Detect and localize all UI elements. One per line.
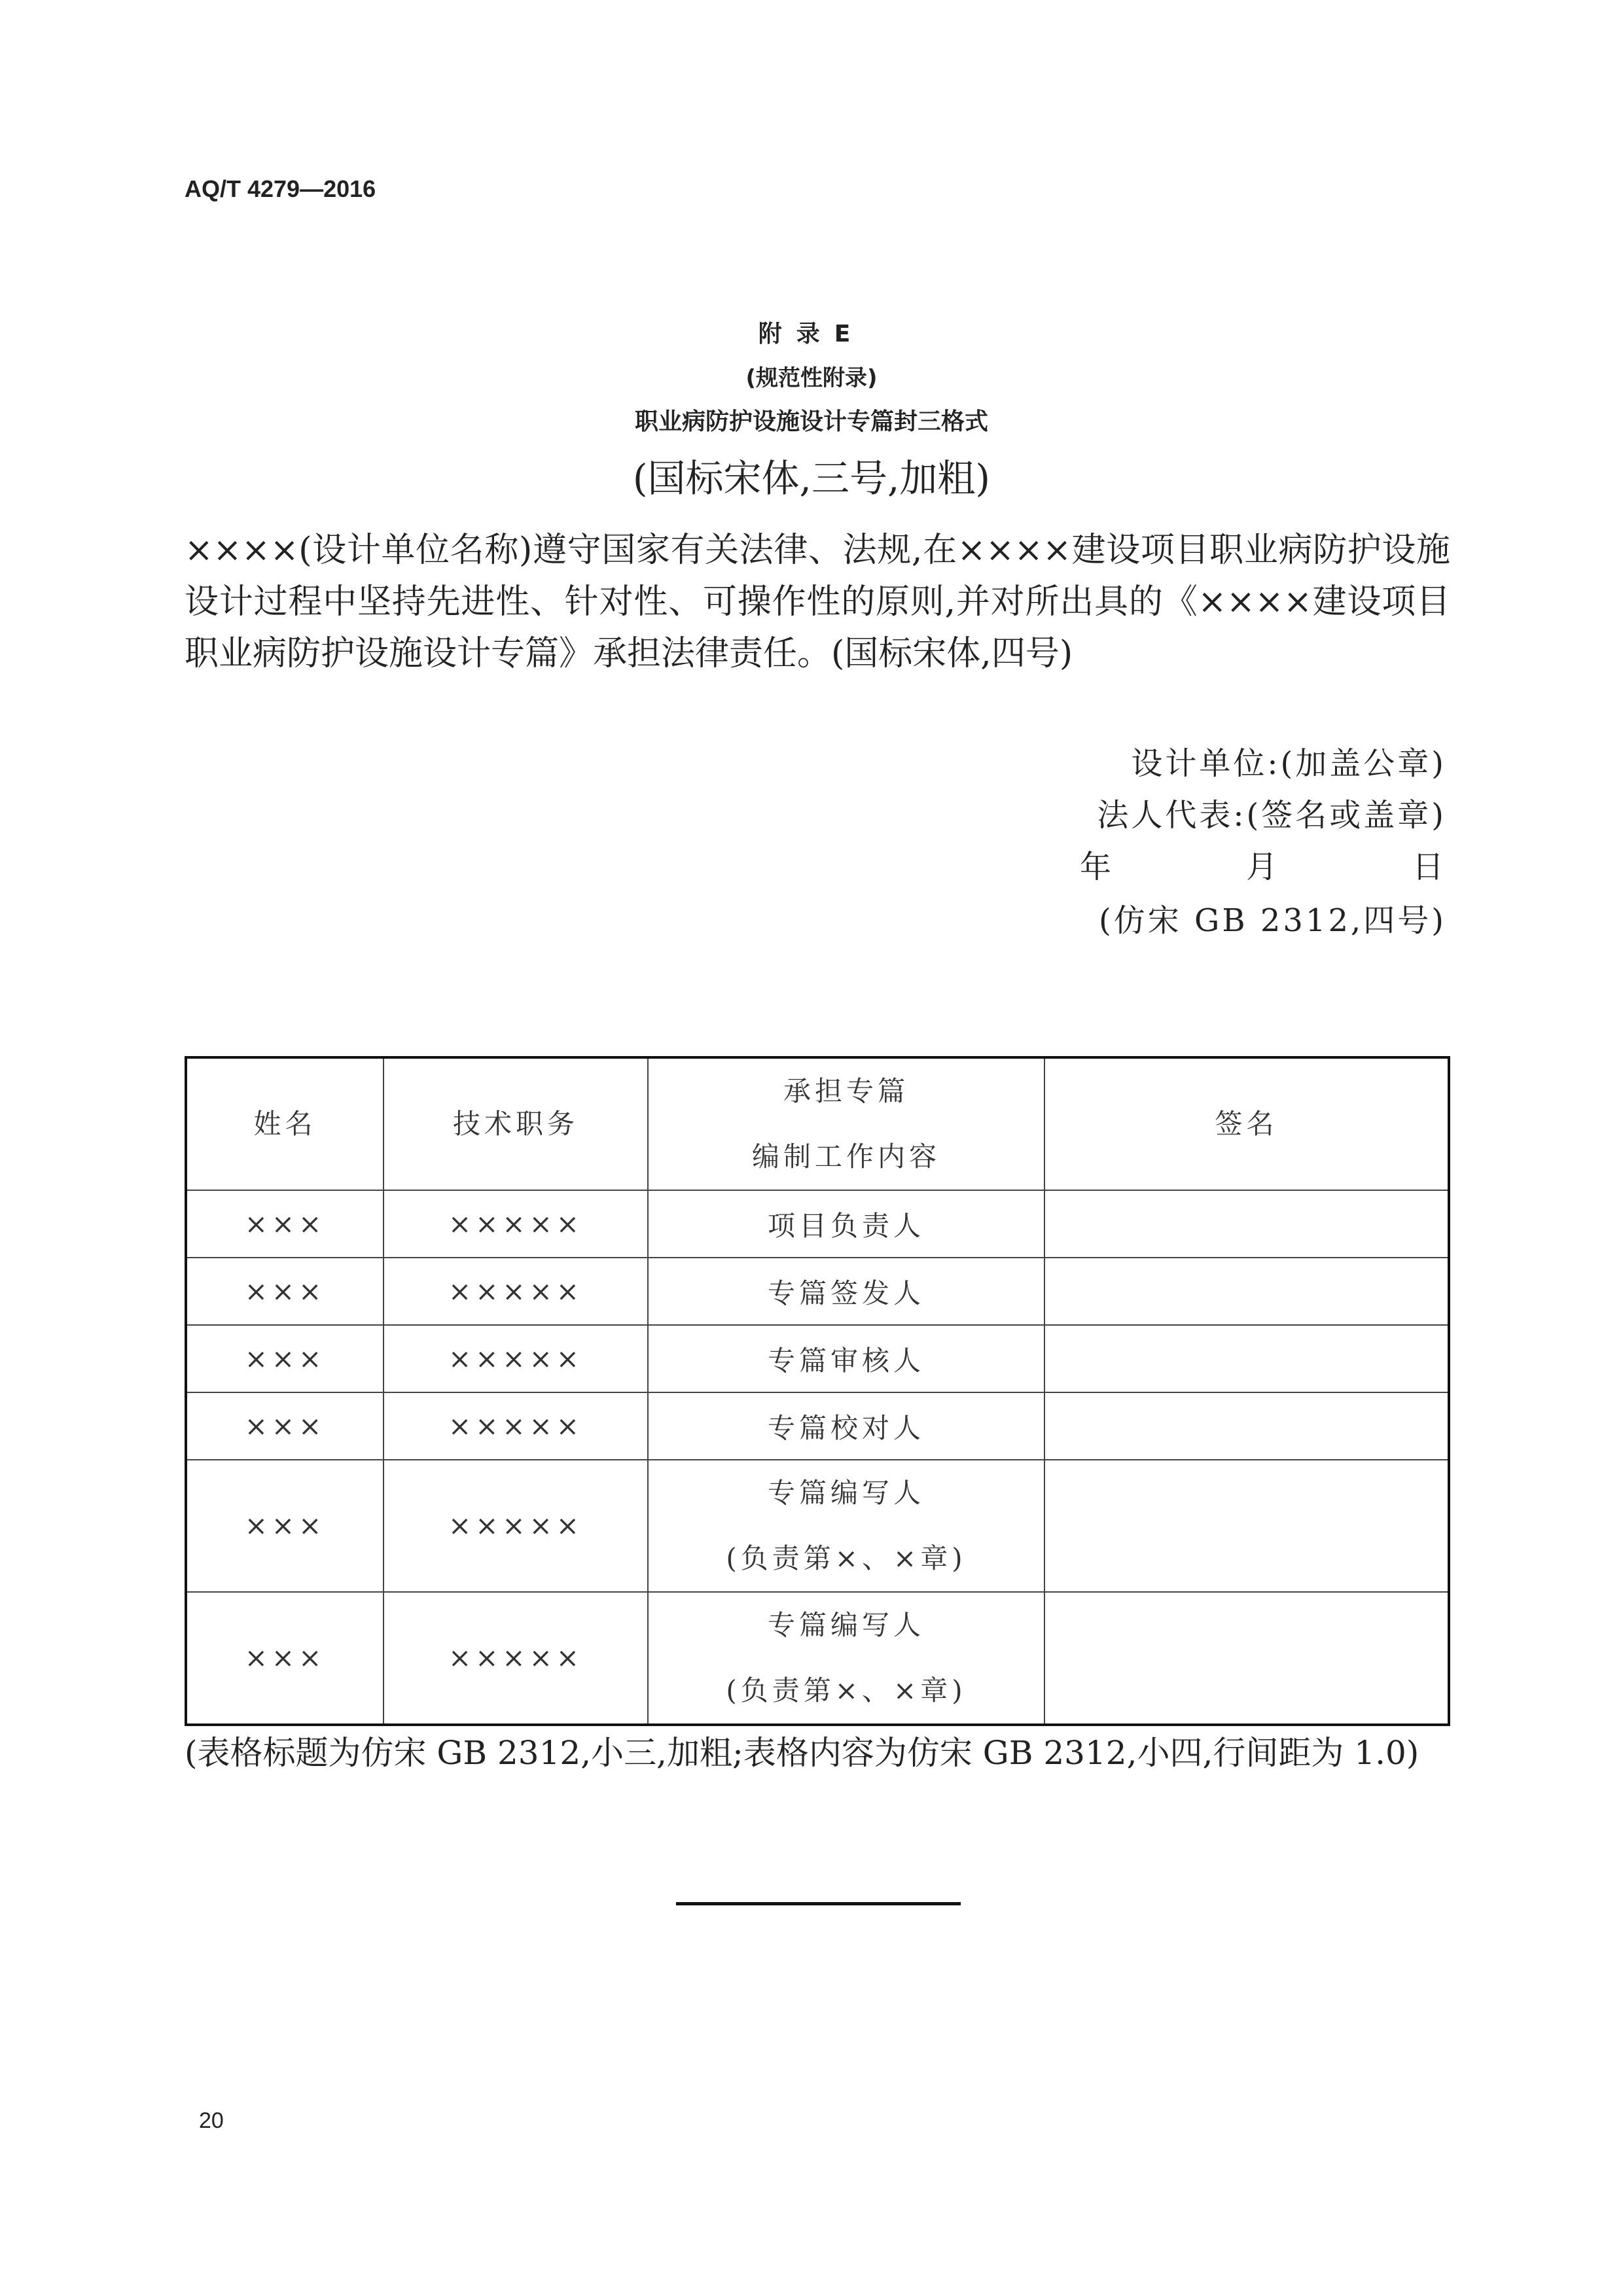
date-line xyxy=(1080,841,1446,887)
cell-role xyxy=(648,1325,1044,1392)
appendix-type: (规范性附录) xyxy=(745,365,878,391)
table-row xyxy=(186,1460,1449,1592)
role-text: 专篇签发人 xyxy=(767,1277,925,1309)
cell-name: ××× xyxy=(186,1325,383,1392)
document-code: AQ/T 4279—2016 xyxy=(185,175,376,202)
table-row xyxy=(186,1592,1449,1725)
table-row xyxy=(186,1325,1449,1392)
cell-signature[interactable] xyxy=(1044,1392,1449,1460)
cell-name: ××× xyxy=(186,1592,383,1725)
cell-title: ××××× xyxy=(383,1258,648,1325)
role-text: 专篇校对人 xyxy=(767,1411,925,1444)
year-label: 年 xyxy=(1080,849,1115,885)
cell-signature[interactable] xyxy=(1044,1258,1449,1325)
legal-rep-line: 法人代表:(签名或盖章) xyxy=(1097,797,1446,834)
end-rule xyxy=(676,1902,961,1905)
table-row xyxy=(186,1392,1449,1460)
cell-name: ××× xyxy=(186,1392,383,1460)
cell-signature[interactable] xyxy=(1044,1325,1449,1392)
cell-title: ××××× xyxy=(383,1190,648,1258)
page-number: 20 xyxy=(199,2108,224,2133)
appendix-label: 附录E xyxy=(758,321,865,347)
header-signature: 签名 xyxy=(1044,1057,1449,1190)
title-format-note: (国标宋体,三号,加粗) xyxy=(632,456,991,501)
appendix-title: 职业病防护设施设计专篇封三格式 xyxy=(634,408,988,435)
personnel-table xyxy=(185,1056,1450,1726)
header-name: 姓名 xyxy=(186,1057,383,1190)
cell-title: ××××× xyxy=(383,1592,648,1725)
cell-signature[interactable] xyxy=(1044,1592,1449,1725)
table-row xyxy=(186,1190,1449,1258)
cell-name: ××× xyxy=(186,1190,383,1258)
role-text: 专篇编写人 xyxy=(767,1609,925,1641)
body-paragraph: ××××(设计单位名称)遵守国家有关法律、法规,在××××建设项目职业病防护设施设计过程中坚持先进性、针对性、可操作性的原则,并对所出具的《××××建设项目职业病防护设施设计专篇》承担法律责任。(国标宋体,四号) xyxy=(185,531,1450,673)
cell-title: ××××× xyxy=(383,1392,648,1460)
cell-title: ××××× xyxy=(383,1325,648,1392)
header-work-line1: 承担专篇 xyxy=(783,1075,909,1107)
table-header-row xyxy=(186,1057,1449,1190)
month-label: 月 xyxy=(1245,849,1280,885)
table-row xyxy=(186,1258,1449,1325)
table-format-note: (表格标题为仿宋 GB 2312,小三,加粗;表格内容为仿宋 GB 2312,小四,行间距为 1.0) xyxy=(185,1734,1419,1772)
role-text: 项目负责人 xyxy=(767,1209,925,1242)
cell-role xyxy=(648,1392,1044,1460)
header-work-line2: 编制工作内容 xyxy=(751,1140,940,1173)
cell-role xyxy=(648,1460,1044,1592)
design-unit-line: 设计单位:(加盖公章) xyxy=(1131,745,1446,782)
day-label: 日 xyxy=(1412,849,1446,885)
cell-role xyxy=(648,1258,1044,1325)
cell-role xyxy=(648,1592,1044,1725)
header-work xyxy=(648,1057,1044,1190)
cell-signature[interactable] xyxy=(1044,1190,1449,1258)
cell-signature[interactable] xyxy=(1044,1460,1449,1592)
role-detail: (负责第×、×章) xyxy=(726,1674,967,1706)
signature-format-note: (仿宋 GB 2312,四号) xyxy=(1098,902,1446,939)
cell-name: ××× xyxy=(186,1258,383,1325)
cell-title: ××××× xyxy=(383,1460,648,1592)
role-text: 专篇审核人 xyxy=(767,1344,925,1377)
cell-name: ××× xyxy=(186,1460,383,1592)
role-text: 专篇编写人 xyxy=(767,1477,925,1509)
role-detail: (负责第×、×章) xyxy=(726,1542,967,1574)
cell-role xyxy=(648,1190,1044,1258)
header-title: 技术职务 xyxy=(383,1057,648,1190)
